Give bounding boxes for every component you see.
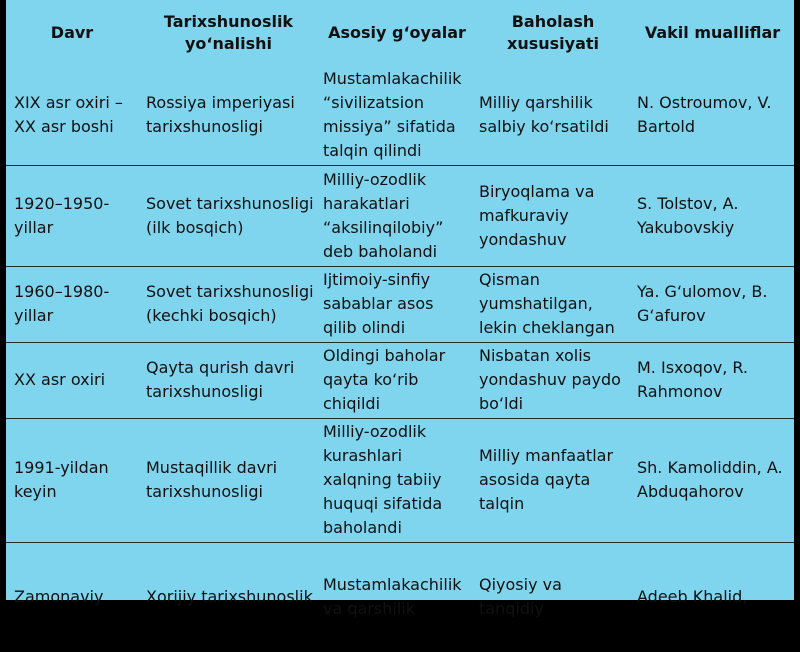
header-historiography-direction: Tarixshunoslik yo‘nalishi xyxy=(163,12,294,53)
cell-direction: Xorijiy tarixshunoslik xyxy=(138,542,319,652)
header-main-ideas: Asosiy g‘oyalar xyxy=(328,23,466,42)
cell-period: XX asr oxiri xyxy=(6,342,138,418)
cell-authors: Adeeb Khalid, xyxy=(631,542,794,652)
cell-authors: Ya. G‘ulomov, B. G‘afurov xyxy=(631,266,794,342)
cell-assessment: Biryoqlama va mafkuraviy yondashuv xyxy=(475,165,631,266)
table-row xyxy=(6,266,794,342)
cell-assessment: Milliy manfaatlar asosida qayta talqin xyxy=(475,418,631,542)
cell-direction: Sovet tarixshunosligi (kechki bosqich) xyxy=(138,266,319,342)
cell-assessment: Nisbatan xolis yondashuv paydo bo‘ldi xyxy=(475,342,631,418)
cell-main-ideas: Oldingi baholar qayta ko‘rib chiqildi xyxy=(319,342,475,418)
table-row xyxy=(6,418,794,542)
cell-direction: Sovet tarixshunosligi (ilk bosqich) xyxy=(138,165,319,266)
table-row xyxy=(6,342,794,418)
cell-main-ideas: Milliy-ozodlik kurashlari xalqning tabiiy huquqi sifatida baholandi xyxy=(319,418,475,542)
historiography-table xyxy=(6,0,794,652)
cell-period: XIX asr oxiri – XX asr boshi xyxy=(14,93,123,137)
header-representative-authors: Vakil mualliflar xyxy=(644,23,781,42)
cell-direction: Mustaqillik davri tarixshunosligi xyxy=(138,418,319,542)
cell-assessment: Qisman yumshatilgan, lekin cheklangan xyxy=(475,266,631,342)
cell-assessment: Qiyosiy va tanqidiy xyxy=(475,542,631,652)
cell-main-ideas: Mustamlakachilik “sivilizatsion missiya” sifatida talqin qilindi xyxy=(323,69,462,161)
table-row xyxy=(6,165,794,266)
table-row xyxy=(6,66,794,165)
cell-direction: Qayta qurish davri tarixshunosligi xyxy=(138,342,319,418)
cell-authors: N. Ostroumov, V. Bartold xyxy=(637,93,772,137)
header-period: Davr xyxy=(50,23,94,42)
header-assessment-features: Baholash xususiyati xyxy=(507,12,599,53)
table-row xyxy=(6,542,794,652)
cell-main-ideas: Mustamlakachilik va qarshilik xyxy=(319,542,475,652)
cell-period: Zamonaviy xyxy=(6,542,138,652)
cell-main-ideas: Ijtimoiy-sinfiy sabablar asos qilib olindi xyxy=(319,266,475,342)
cell-main-ideas: Milliy-ozodlik harakatlari “aksilinqilobiy” deb baholandi xyxy=(319,165,475,266)
cell-authors: Sh. Kamoliddin, A. Abduqahorov xyxy=(631,418,794,542)
table-header-row xyxy=(6,0,794,66)
history-table-page xyxy=(6,0,794,619)
cell-authors: S. Tolstov, A. Yakubovskiy xyxy=(631,165,794,266)
cell-period: 1960–1980-yillar xyxy=(6,266,138,342)
cell-authors: M. Isxoqov, R. Rahmonov xyxy=(631,342,794,418)
cell-direction: Rossiya imperiyasi tarixshunosligi xyxy=(146,93,295,137)
cell-period: 1920–1950-yillar xyxy=(6,165,138,266)
cell-assessment: Milliy qarshilik salbiy ko‘rsatildi xyxy=(479,93,609,137)
cell-period: 1991-yildan keyin xyxy=(6,418,138,542)
